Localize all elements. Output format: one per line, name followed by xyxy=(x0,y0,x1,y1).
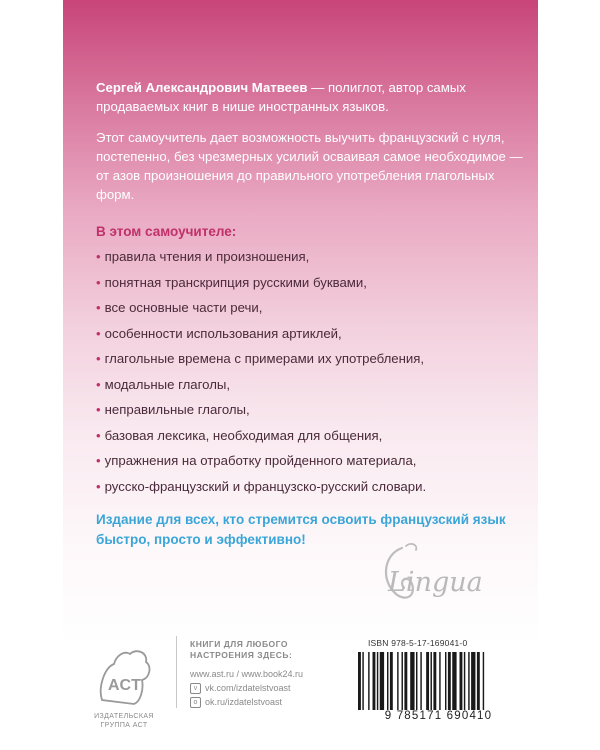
intro-paragraph: Этот самоучитель дает возможность выучить французский с нуля, постепенно, без чрезмерных усилий осваивая самое необходимое — от азов произношения до правильного употребления глагольных форм. xyxy=(96,130,523,202)
isbn-label: ISBN 978-5-17-169041-0 xyxy=(368,638,468,648)
barcode-bar xyxy=(433,652,436,710)
barcode-bar xyxy=(460,652,463,710)
publisher-name xyxy=(86,712,162,730)
list-item-text: русско-французский и французско-русский словари. xyxy=(104,478,427,494)
list-item-text: понятная транскрипция русскими буквами, xyxy=(104,274,367,290)
barcode-bar xyxy=(471,652,475,710)
list-item xyxy=(96,325,526,351)
ok-link-text: ok.ru/izdatelstvoast xyxy=(205,697,283,707)
author-paragraph xyxy=(96,78,526,116)
books-title-line2: НАСТРОЕНИЯ ЗДЕСЬ: xyxy=(190,650,293,660)
publisher-name-line2: ГРУППА АСТ xyxy=(100,722,148,729)
list-item xyxy=(96,478,526,504)
barcode-bar xyxy=(420,652,421,710)
divider xyxy=(176,636,177,708)
author-name: Сергей Александрович Матвеев xyxy=(96,80,308,95)
list-item-text: правила чтения и произношения, xyxy=(104,249,310,264)
list-item xyxy=(96,274,526,300)
barcode-bar xyxy=(452,652,456,710)
bullet-icon: • xyxy=(96,376,101,392)
features-list xyxy=(96,248,526,503)
barcode-bar xyxy=(468,652,469,710)
list-item xyxy=(96,376,526,402)
barcode-bar xyxy=(431,652,432,710)
bullet-icon: • xyxy=(96,427,101,443)
author-description: — полиглот, автор самых продаваемых книг в нише иностранных языков. xyxy=(96,80,466,114)
social-links xyxy=(190,681,291,709)
vk-icon: v xyxy=(190,683,201,694)
barcode-bar xyxy=(404,652,407,710)
barcode-bar xyxy=(448,652,451,710)
publisher-name-line1: ИЗДАТЕЛЬСКАЯ xyxy=(94,713,154,720)
barcode-bar xyxy=(410,652,414,710)
barcode-icon xyxy=(356,652,521,710)
barcode-bar xyxy=(445,652,446,710)
barcode-bar xyxy=(477,652,480,710)
list-item-text: особенности использования артиклей, xyxy=(104,325,342,341)
barcode-bar xyxy=(380,652,384,710)
ok-link[interactable] xyxy=(190,695,291,709)
list-item xyxy=(96,427,526,453)
bullet-icon: • xyxy=(96,325,101,341)
barcode-bar xyxy=(426,652,429,710)
barcode-bar xyxy=(362,652,363,710)
list-item xyxy=(96,452,526,478)
list-item xyxy=(96,248,526,274)
list-item-text: глагольные времена с примерами их употребления, xyxy=(104,351,425,366)
list-item xyxy=(96,350,526,376)
books-title-line1: КНИГИ ДЛЯ ЛЮБОГО xyxy=(190,639,288,649)
barcode-bar xyxy=(368,652,369,710)
list-item xyxy=(96,401,526,427)
bullet-icon: • xyxy=(96,351,101,366)
websites-link[interactable]: www.ast.ru / www.book24.ru xyxy=(190,669,304,679)
lingua-logo-text: Lingua xyxy=(388,567,483,598)
list-item-text: неправильные глаголы, xyxy=(104,402,250,417)
promo-text: Издание для всех, кто стремится освоить французский язык быстро, просто и эффективно! xyxy=(96,512,506,547)
barcode-bar xyxy=(397,652,398,710)
bullet-icon: • xyxy=(96,249,101,264)
barcode-digits: 9 785171 690410 xyxy=(384,710,493,722)
vk-link[interactable] xyxy=(190,681,291,695)
barcode-bar xyxy=(377,652,378,710)
ast-logo-text: ACT xyxy=(108,677,141,694)
bullet-icon: • xyxy=(96,453,101,468)
barcode-bar xyxy=(373,652,376,710)
list-heading: В этом самоучителе: xyxy=(96,224,237,239)
list-item xyxy=(96,299,526,325)
barcode-bar xyxy=(387,652,388,710)
bullet-icon: • xyxy=(96,300,101,315)
list-item-text: модальные глаголы, xyxy=(104,376,231,392)
books-title xyxy=(190,639,292,661)
list-item-text: базовая лексика, необходимая для общения, xyxy=(104,427,383,443)
barcode-bar xyxy=(416,652,417,710)
barcode-bar xyxy=(390,652,393,710)
bullet-icon: • xyxy=(96,274,101,290)
bullet-icon: • xyxy=(96,402,101,417)
list-item-text: все основные части речи, xyxy=(104,300,263,315)
barcode-bar xyxy=(402,652,403,710)
barcode-bar xyxy=(464,652,465,710)
list-item-text: упражнения на отработку пройденного материала, xyxy=(104,453,417,468)
ok-icon: o xyxy=(190,697,201,708)
vk-link-text: vk.com/izdatelstvoast xyxy=(205,683,291,693)
barcode-bar xyxy=(483,652,484,710)
barcode-bar xyxy=(358,652,361,710)
ast-publisher-logo-icon xyxy=(94,638,156,710)
barcode-bar xyxy=(439,652,440,710)
bullet-icon: • xyxy=(96,478,101,494)
